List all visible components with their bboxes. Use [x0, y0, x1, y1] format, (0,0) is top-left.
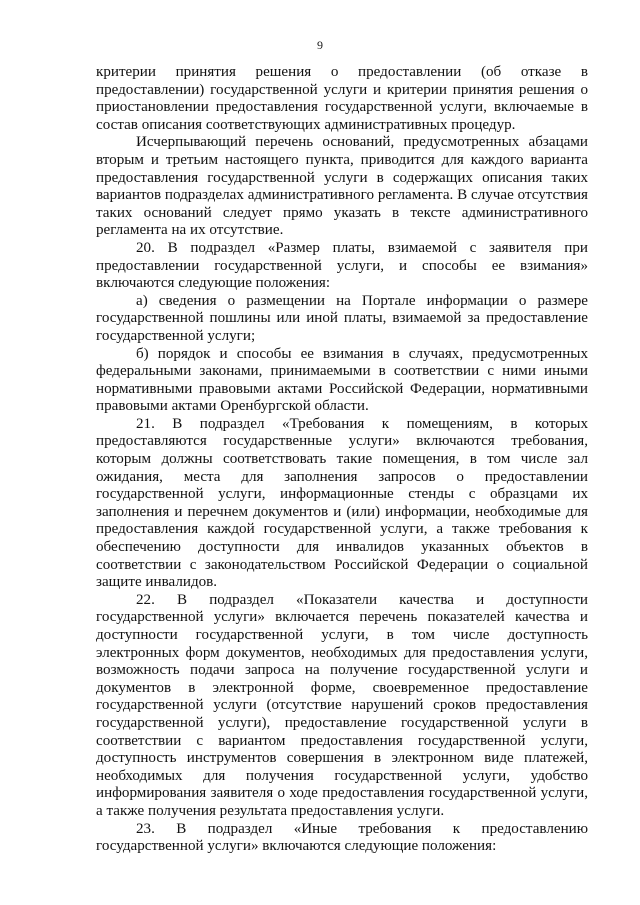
paragraph-exhaustive-list: Исчерпывающий перечень оснований, предусмотренных абзацами вторым и третьим настоящего пункта, приводится для каждого варианта предоставления государственной услуги в содержащих описания таких вариантов подразделах административного регламента. В случае отсутствия таких оснований следует прямо указать в тексте административного регламента на их отсутствие.: [96, 134, 588, 239]
paragraph-item-20: 20. В подраздел «Размер платы, взимаемой с заявителя при предоставлении государственной услуги, и способы ее взимания» включаются следующие положения:: [96, 239, 588, 292]
paragraph-criteria: критерии принятия решения о предоставлении (об отказе в предоставлении) государственной услуги и критерии принятия решения о приостановлении предоставления государственной услуги, включаемые в состав описания соответствующих административных процедур.: [96, 64, 588, 133]
paragraph-item-22: 22. В подраздел «Показатели качества и доступности государственной услуги» включается перечень показателей качества и доступности государственной услуги, в том числе доступность электронных форм документов, необходимых для предоставления услуги, возможность подачи запроса на получение государственной услуги и документов в электронной форме, своевременное предоставление государственной услуги (отсутствие нарушений сроков предоставления государственной услуги), предоставление государственной услуги в соответствии с вариантом предоставления государственной услуги, доступность инструментов совершения в электронном виде платежей, необходимых для получения государственной услуги, удобство информирования заявителя о ходе предоставления государственной услуги, а также получения результата предоставления услуги.: [96, 591, 588, 819]
paragraph-item-21: 21. В подраздел «Требования к помещениям, в которых предоставляются государственные услуги» включаются требования, которым должны соответствовать такие помещения, в том числе зал ожидания, места для заполнения запросов о предоставлении государственной услуги, информационные стенды с образцами их заполнения и перечнем документов и (или) информации, необходимые для предоставления каждой государственной услуги, а также требования к обеспечению доступности для инвалидов указанных объектов в соответствии с законодательством Российской Федерации о социальной защите инвалидов.: [96, 415, 588, 591]
document-body: [96, 64, 588, 856]
paragraph-item-20b: б) порядок и способы ее взимания в случаях, предусмотренных федеральными законами, принимаемыми в соответствии с ними иными нормативными правовыми актами Российской Федерации, нормативными правовыми актами Оренбургской области.: [96, 345, 588, 415]
paragraph-item-23: 23. В подраздел «Иные требования к предоставлению государственной услуги» включаются следующие положения:: [96, 820, 588, 855]
page-number: 9: [317, 38, 323, 52]
paragraph-item-20a: а) сведения о размещении на Портале информации о размере государственной пошлины или иной платы, взимаемой за предоставление государственной услуги;: [96, 292, 588, 344]
